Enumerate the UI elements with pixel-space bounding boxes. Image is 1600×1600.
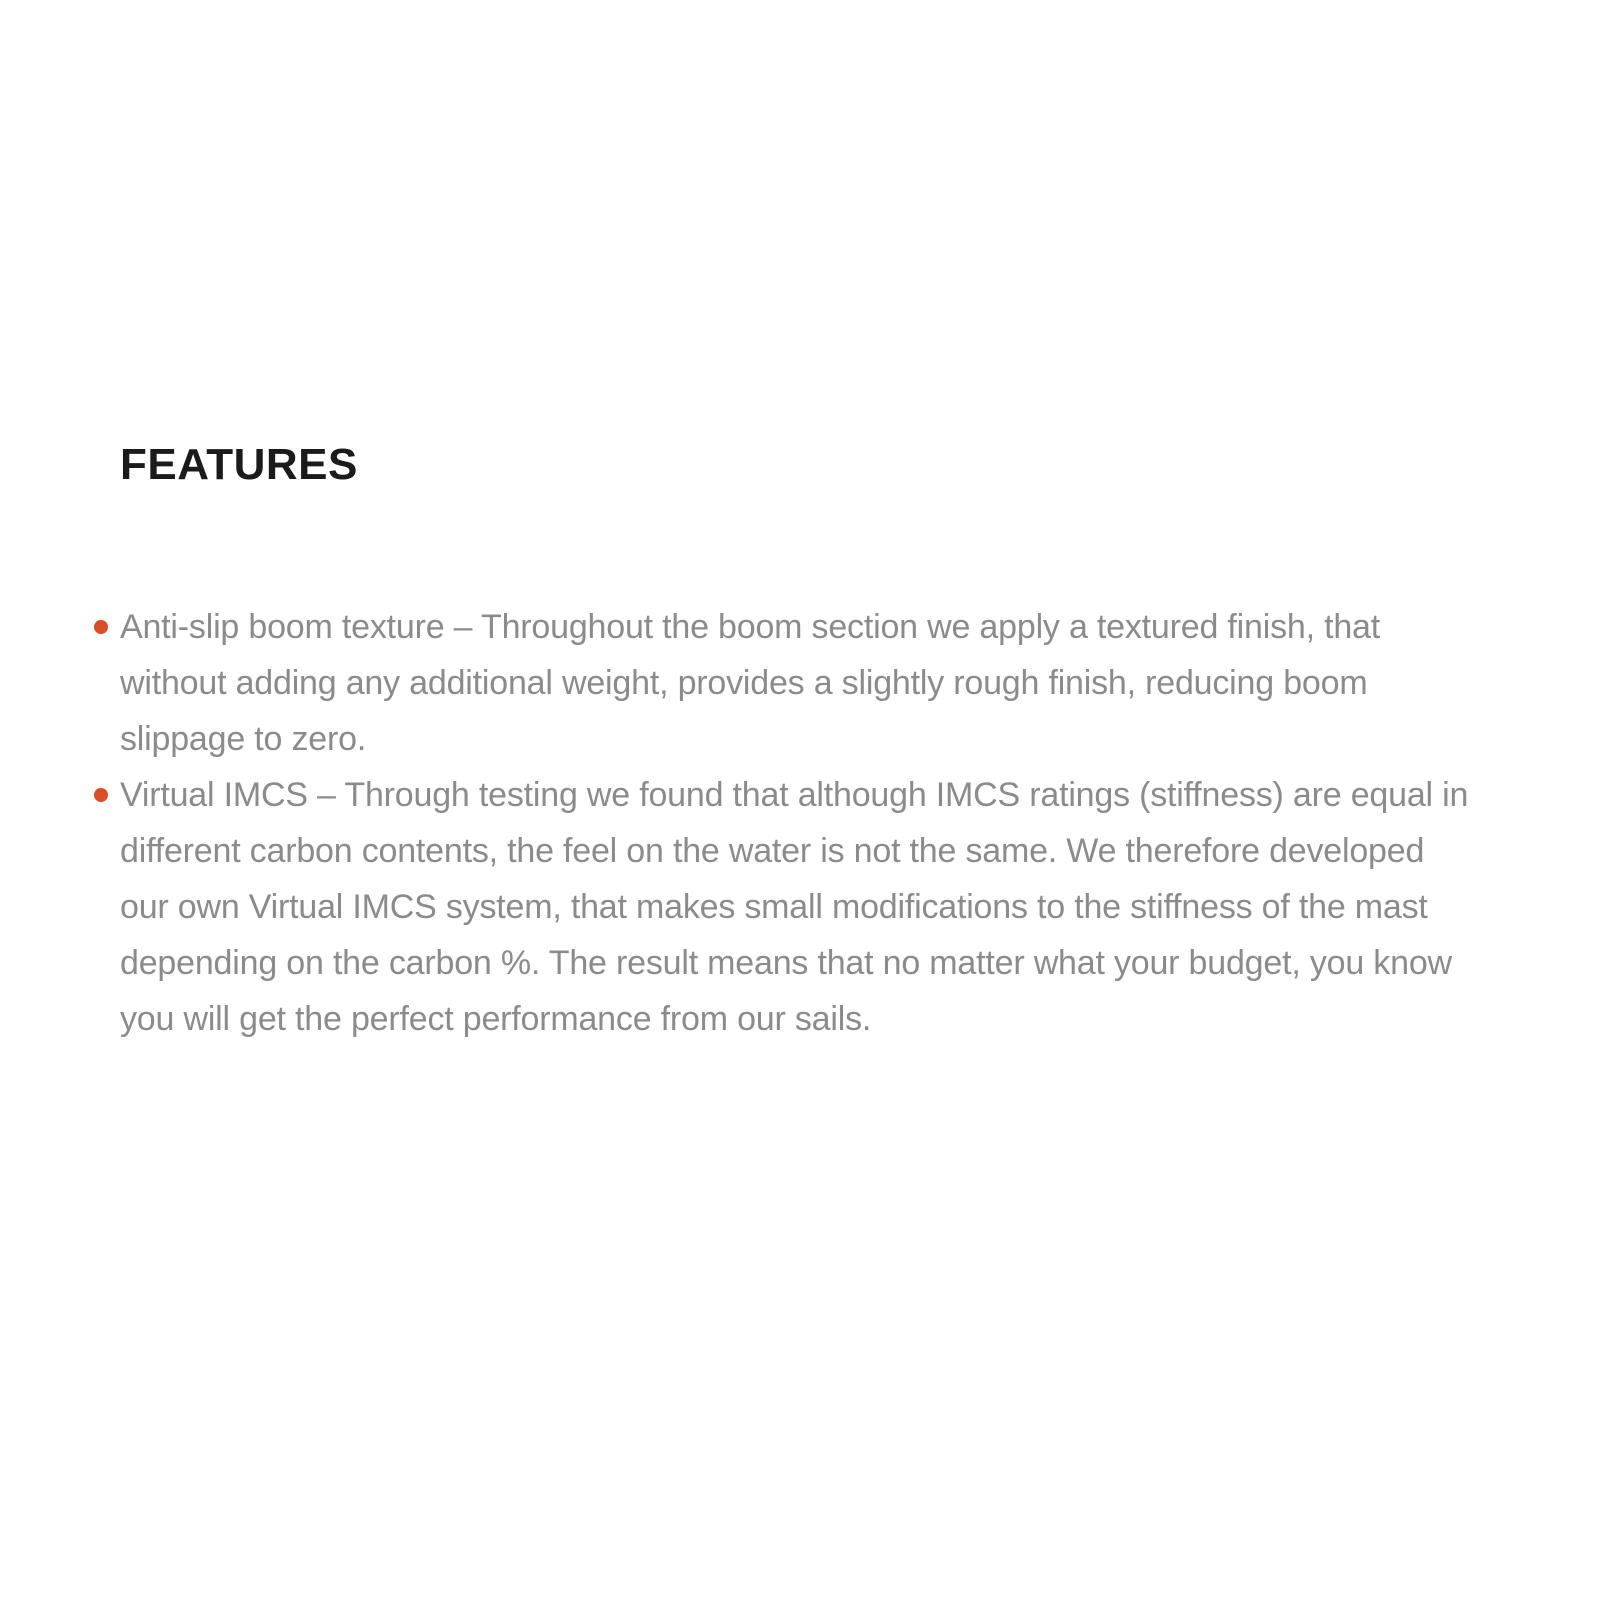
feature-text: Anti-slip boom texture – Throughout the boom section we apply a textured finish, that without adding any additional weight, provides a slightly rough finish, reducing boom slippage to zero. <box>120 608 1380 758</box>
bullet-marker-icon <box>94 620 108 634</box>
features-list <box>80 599 1480 1047</box>
section-heading: FEATURES <box>120 440 358 489</box>
feature-list-item <box>80 767 1480 1047</box>
bullet-marker-icon <box>94 788 108 802</box>
feature-text: Virtual IMCS – Through testing we found that although IMCS ratings (stiffness) are equal in different carbon contents, the feel on the water is not the same. We therefore developed our own Virtual IMCS system, that makes small modifications to the stiffness of the mast depending on the carbon %. The result means that no matter what your budget, you know you will get the perfect performance from our sails. <box>120 776 1469 1038</box>
feature-list-item <box>80 599 1480 767</box>
